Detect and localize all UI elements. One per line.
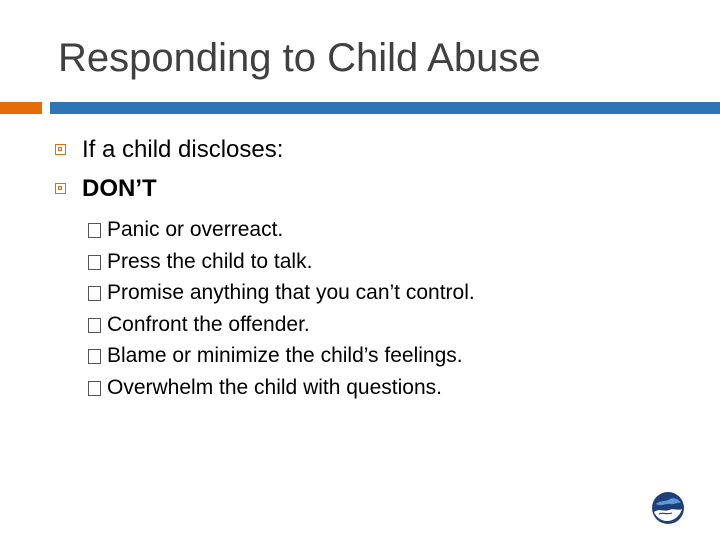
list-item xyxy=(88,374,648,406)
missing-glyph-box-icon xyxy=(88,349,101,364)
globe-hands-logo-icon xyxy=(650,490,686,526)
slide-title: Responding to Child Abuse xyxy=(58,36,541,80)
list-item xyxy=(88,342,648,374)
square-bullet-icon xyxy=(55,183,66,194)
missing-glyph-box-icon xyxy=(88,318,101,333)
missing-glyph-box-icon xyxy=(88,255,101,270)
bullet-if-child-discloses: If a child discloses: xyxy=(82,136,284,163)
dont-list xyxy=(88,216,648,405)
list-item-text: Blame or minimize the child’s feelings. xyxy=(107,344,463,367)
list-item-text: Panic or overreact. xyxy=(107,218,284,241)
square-bullet-icon xyxy=(55,144,66,155)
list-item-text: Confront the offender. xyxy=(107,312,310,336)
list-item xyxy=(88,248,648,280)
missing-glyph-box-icon xyxy=(88,381,101,396)
missing-glyph-box-icon xyxy=(88,223,101,238)
list-item-text: Overwhelm the child with questions. xyxy=(107,375,442,399)
list-item-text: Promise anything that you can’t control. xyxy=(107,281,475,304)
logo-hand-line xyxy=(659,513,672,514)
list-item-text: Press the child to talk. xyxy=(107,249,313,273)
list-item xyxy=(88,279,648,311)
list-item xyxy=(88,311,648,343)
list-item xyxy=(88,216,648,248)
bullet-dont: DON’T xyxy=(82,175,157,202)
missing-glyph-box-icon xyxy=(88,286,101,301)
